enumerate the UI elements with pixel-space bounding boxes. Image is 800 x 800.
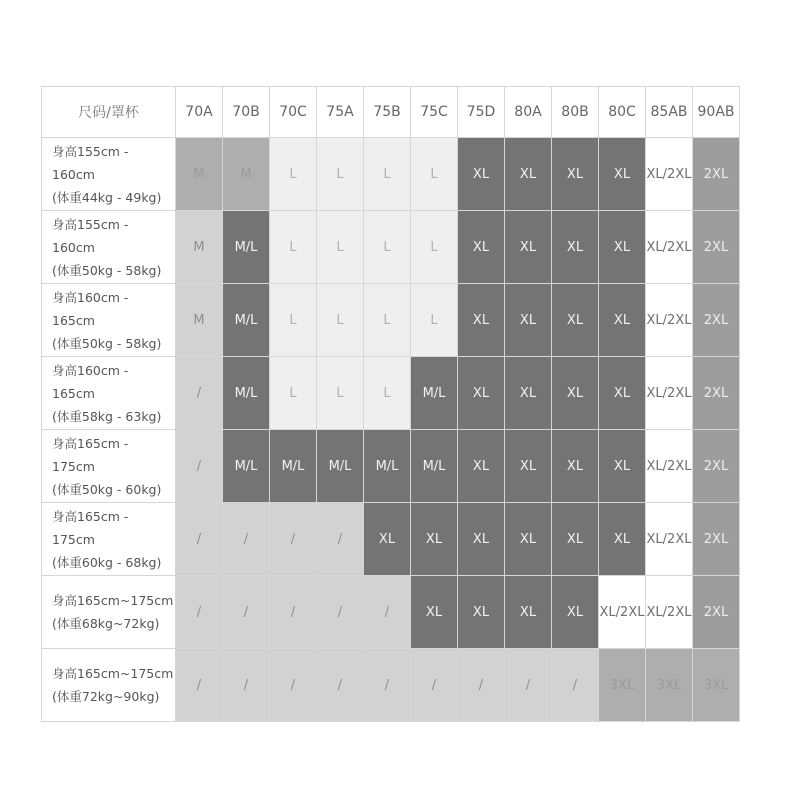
size-cell: XL [552,138,599,211]
size-cell: XL [458,576,505,649]
table-row [42,284,740,357]
size-cell: 3XL [599,649,646,722]
size-cell: XL/2XL [646,503,693,576]
size-cell: L [317,138,364,211]
size-cell: XL/2XL [646,576,693,649]
size-cell: XL [552,357,599,430]
size-cell: XL [505,211,552,284]
size-cell: / [270,576,317,649]
table-row [42,649,740,722]
table-row [42,357,740,430]
size-cell: 2XL [693,357,740,430]
row-height-range: 身高155cm - 160cm [52,216,129,255]
row-height-range: 身高165cm~175cm [52,593,174,608]
size-cell: XL [552,503,599,576]
size-cell: / [505,649,552,722]
size-cell: 2XL [693,430,740,503]
size-cell: 2XL [693,284,740,357]
size-cell: L [411,211,458,284]
column-header-75a: 75A [317,87,364,138]
size-cell: XL [458,430,505,503]
size-cell: 2XL [693,576,740,649]
size-cell: M [176,284,223,357]
size-cell: / [364,649,411,722]
row-label [42,503,176,576]
size-cell: / [317,649,364,722]
size-chart-table [41,86,740,722]
size-cell: XL [505,357,552,430]
size-cell: L [270,211,317,284]
row-label [42,649,176,722]
size-cell: XL [458,357,505,430]
column-header-75b: 75B [364,87,411,138]
size-cell: XL [599,503,646,576]
row-weight-range: (体重58kg - 63kg) [52,408,162,424]
row-label [42,211,176,284]
size-cell: M [176,138,223,211]
size-cell: L [364,138,411,211]
size-cell: XL/2XL [599,576,646,649]
size-cell: 2XL [693,138,740,211]
size-cell: M/L [223,284,270,357]
size-cell: / [223,503,270,576]
table-row [42,211,740,284]
column-header-85ab: 85AB [646,87,693,138]
size-cell: 2XL [693,211,740,284]
size-cell: XL [599,138,646,211]
size-cell: / [317,503,364,576]
size-cell: XL [458,138,505,211]
column-header-80c: 80C [599,87,646,138]
size-cell: / [270,503,317,576]
size-cell: XL/2XL [646,430,693,503]
size-cell: L [317,284,364,357]
column-header-70c: 70C [270,87,317,138]
table-row [42,138,740,211]
size-cell: L [364,357,411,430]
size-cell: XL [505,138,552,211]
size-cell: M [223,138,270,211]
size-cell: M/L [223,211,270,284]
size-cell: / [176,576,223,649]
column-header-70b: 70B [223,87,270,138]
size-cell: XL [505,503,552,576]
size-cell: XL [552,211,599,284]
size-cell: L [270,138,317,211]
size-cell: L [270,357,317,430]
size-cell: XL [505,576,552,649]
size-cell: M/L [270,430,317,503]
row-label [42,430,176,503]
size-cell: XL [458,211,505,284]
row-weight-range: (体重50kg - 58kg) [52,335,162,351]
size-cell: XL [552,576,599,649]
size-cell: M [176,211,223,284]
column-header-80a: 80A [505,87,552,138]
column-header-75c: 75C [411,87,458,138]
corner-header: 尺码/罩杯 [42,87,176,138]
size-cell: / [552,649,599,722]
size-cell: XL/2XL [646,357,693,430]
size-cell: 3XL [693,649,740,722]
column-header-70a: 70A [176,87,223,138]
size-cell: M/L [411,357,458,430]
size-cell: / [364,576,411,649]
row-height-range: 身高165cm - 175cm [52,508,129,547]
size-cell: XL/2XL [646,284,693,357]
header-row [42,87,740,138]
size-cell: M/L [317,430,364,503]
row-weight-range: (体重44kg - 49kg) [52,189,162,205]
size-cell: L [317,357,364,430]
row-height-range: 身高165cm - 175cm [52,435,129,474]
size-cell: XL [552,430,599,503]
row-label [42,576,176,649]
column-header-75d: 75D [458,87,505,138]
size-cell: 3XL [646,649,693,722]
table-row [42,430,740,503]
size-cell: XL [364,503,411,576]
size-cell: M/L [411,430,458,503]
row-height-range: 身高165cm~175cm [52,666,174,681]
size-cell: XL [599,430,646,503]
size-cell: XL/2XL [646,211,693,284]
size-cell: XL [552,284,599,357]
size-cell: / [176,649,223,722]
row-weight-range: (体重50kg - 58kg) [52,262,162,278]
row-weight-range: (体重72kg~90kg) [52,689,160,704]
size-cell: L [270,284,317,357]
row-weight-range: (体重68kg~72kg) [52,616,160,631]
size-cell: XL [411,503,458,576]
size-cell: / [223,649,270,722]
size-cell: L [317,211,364,284]
size-cell: 2XL [693,503,740,576]
size-cell: XL [458,284,505,357]
size-cell: L [364,284,411,357]
size-cell: M/L [223,430,270,503]
size-cell: XL [599,211,646,284]
size-cell: / [270,649,317,722]
size-cell: / [317,576,364,649]
column-header-90ab: 90AB [693,87,740,138]
size-cell: L [411,284,458,357]
size-cell: XL [505,284,552,357]
size-cell: L [411,138,458,211]
size-cell: L [364,211,411,284]
row-height-range: 身高160cm - 165cm [52,289,129,328]
table-row [42,503,740,576]
size-cell: XL [458,503,505,576]
size-cell: / [223,576,270,649]
size-chart-body [42,138,740,722]
column-header-80b: 80B [552,87,599,138]
size-cell: XL [599,357,646,430]
row-label [42,138,176,211]
table-row [42,576,740,649]
size-cell: XL [599,284,646,357]
row-label [42,284,176,357]
row-label [42,357,176,430]
size-cell: XL/2XL [646,138,693,211]
size-cell: XL [505,430,552,503]
row-height-range: 身高160cm - 165cm [52,362,129,401]
size-cell: / [176,503,223,576]
size-cell: / [176,430,223,503]
size-cell: XL [411,576,458,649]
size-cell: / [176,357,223,430]
size-cell: / [411,649,458,722]
row-weight-range: (体重60kg - 68kg) [52,554,162,570]
row-height-range: 身高155cm - 160cm [52,143,129,182]
size-cell: / [458,649,505,722]
row-weight-range: (体重50kg - 60kg) [52,481,162,497]
size-cell: M/L [223,357,270,430]
size-cell: M/L [364,430,411,503]
